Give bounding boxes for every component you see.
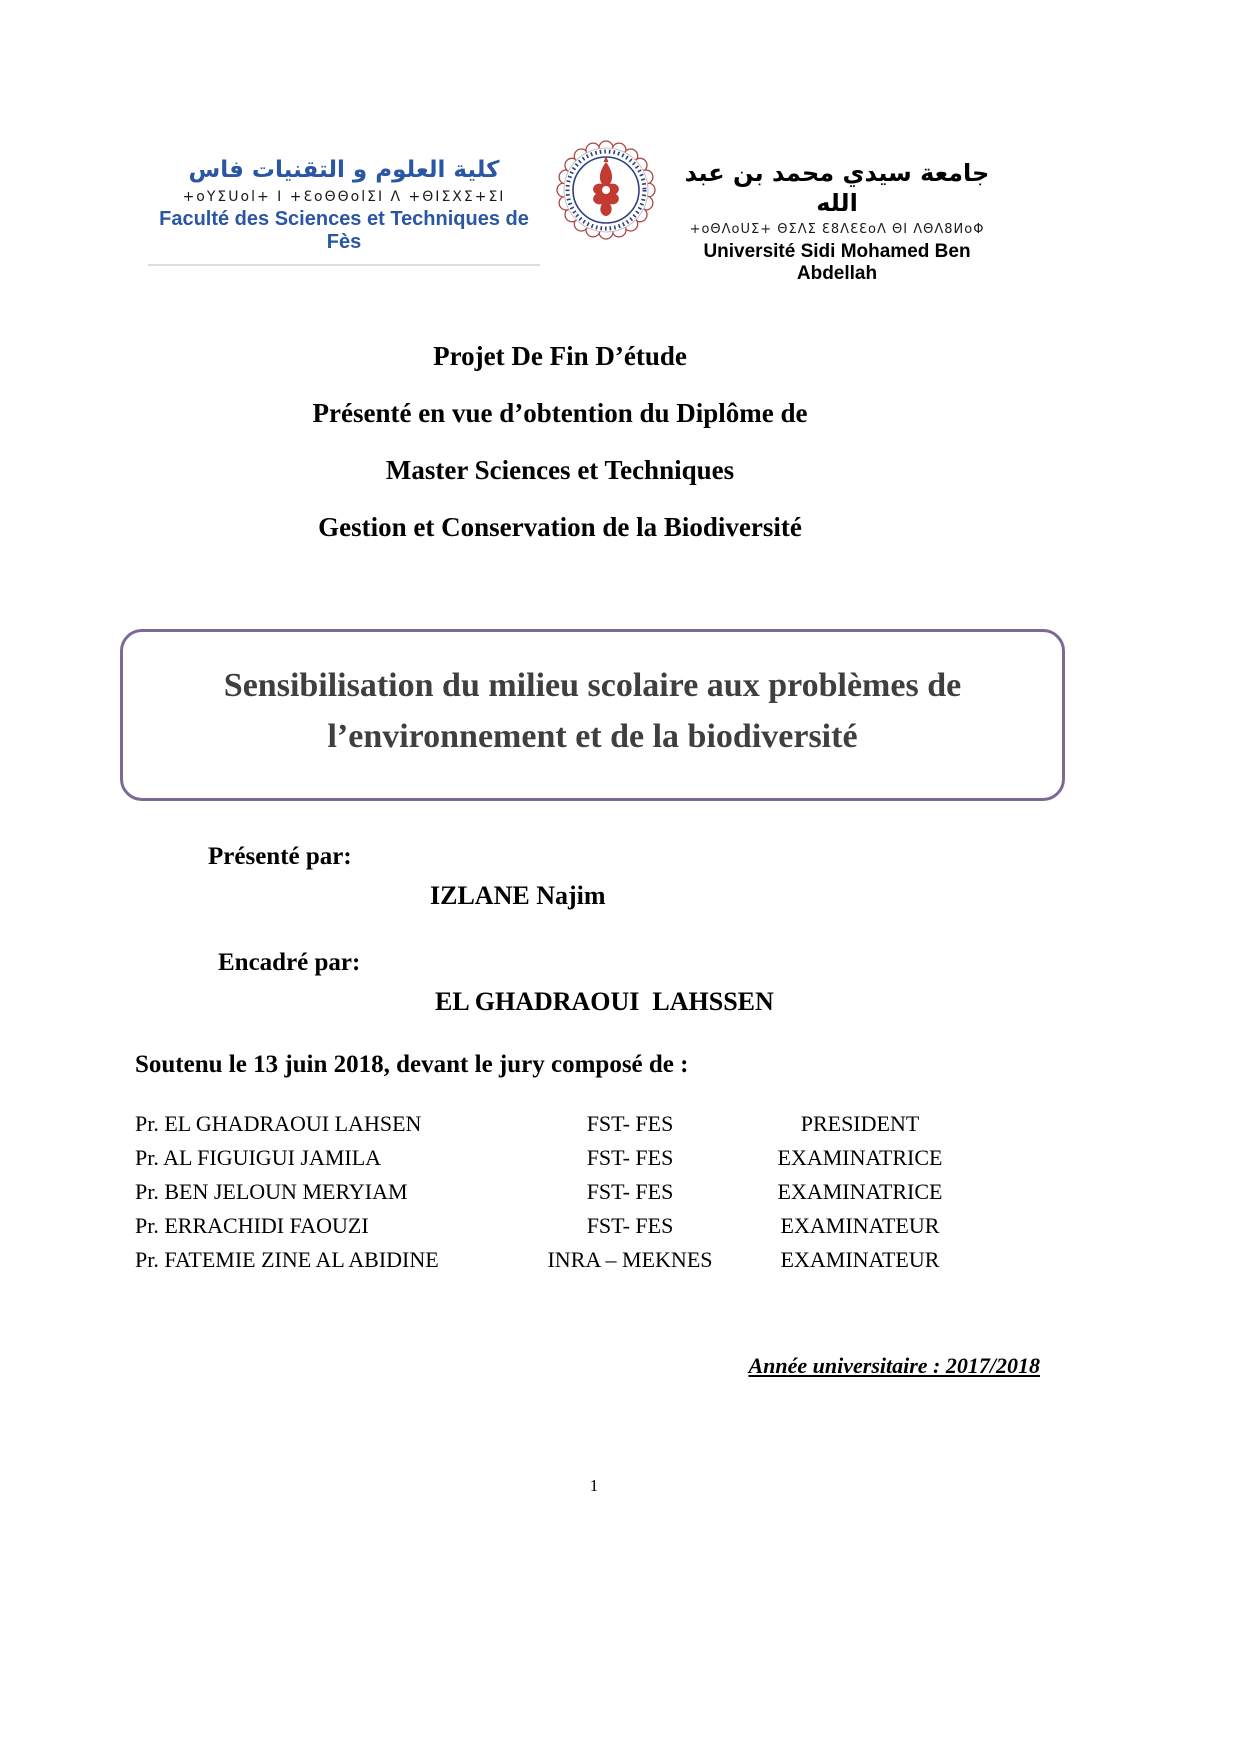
- jury-role: EXAMINATEUR: [780, 1213, 940, 1238]
- jury-member-name: Pr. ERRACHIDI FAOUZI: [135, 1213, 369, 1238]
- usmba-tifinagh-title: +oΘΛoUΣ+ ΘΣΛΣ Ɛ8ΛƐƐoΛ ΘI ΛΘΛ8ИoΦ: [689, 222, 985, 237]
- page-number: 1: [589, 1476, 599, 1495]
- defense-statement: Soutenu le 13 juin 2018, devant le jury composé de :: [135, 1051, 689, 1078]
- jury-table: [120, 1111, 1241, 1281]
- supervised-by-label: Encadré par:: [218, 949, 361, 976]
- jury-row: [120, 1213, 1241, 1247]
- usmba-arabic-title: جامعة سيدي محمد بن عبد الله: [684, 159, 990, 217]
- jury-row: [120, 1111, 1241, 1145]
- jury-affiliation: FST- FES: [586, 1145, 674, 1170]
- fst-french-title: Faculté des Sciences et Techniques de Fès: [159, 207, 529, 253]
- degree-intro-block: [0, 341, 1120, 543]
- document-header: [148, 122, 1241, 285]
- jury-member-name: Pr. BEN JELOUN MERYIAM: [135, 1179, 408, 1204]
- jury-role: EXAMINATRICE: [777, 1179, 943, 1204]
- university-seal-icon: [554, 128, 658, 257]
- fst-logo: [148, 156, 540, 266]
- fst-arabic-title: كلية العلوم و التقنيات فاس: [188, 157, 500, 183]
- usmba-french-title: Université Sidi Mohamed Ben Abdellah: [703, 241, 971, 284]
- thesis-title-box: [120, 629, 1065, 801]
- author-name: IZLANE Najim: [430, 881, 606, 910]
- jury-member-name: Pr. EL GHADRAOUI LAHSEN: [135, 1111, 422, 1136]
- thesis-title: Sensibilisation du milieu scolaire aux problèmes de l’environnement et de la biodiversité: [223, 667, 962, 755]
- presented-by-label: Présenté par:: [208, 843, 352, 870]
- academic-year: Année universitaire : 2017/2018: [748, 1353, 1040, 1378]
- jury-role: PRESIDENT: [800, 1111, 920, 1136]
- supervisor-name: EL GHADRAOUI LAHSSEN: [435, 987, 774, 1016]
- jury-affiliation: FST- FES: [586, 1179, 674, 1204]
- jury-affiliation: INRA – MEKNES: [547, 1247, 713, 1272]
- fst-tifinagh-title: +oYΣUol+ I +ƐoΘΘolΣI Λ +ΘIΣXΣ+ΣI: [182, 188, 506, 205]
- jury-role: EXAMINATRICE: [777, 1145, 943, 1170]
- degree-purpose-line: Présenté en vue d’obtention du Diplôme de: [312, 398, 808, 428]
- jury-member-name: Pr. AL FIGUIGUI JAMILA: [135, 1145, 382, 1170]
- jury-member-name: Pr. FATEMIE ZINE AL ABIDINE: [135, 1247, 439, 1272]
- jury-row: [120, 1247, 1241, 1281]
- jury-affiliation: FST- FES: [586, 1111, 674, 1136]
- jury-affiliation: FST- FES: [586, 1213, 674, 1238]
- degree-name-line: Master Sciences et Techniques: [385, 455, 735, 485]
- project-type-line: Projet De Fin D’étude: [433, 341, 687, 371]
- jury-role: EXAMINATEUR: [780, 1247, 940, 1272]
- usmba-logo: [672, 158, 1002, 285]
- specialty-line: Gestion et Conservation de la Biodiversité: [318, 512, 802, 542]
- jury-row: [120, 1179, 1241, 1213]
- jury-row: [120, 1145, 1241, 1179]
